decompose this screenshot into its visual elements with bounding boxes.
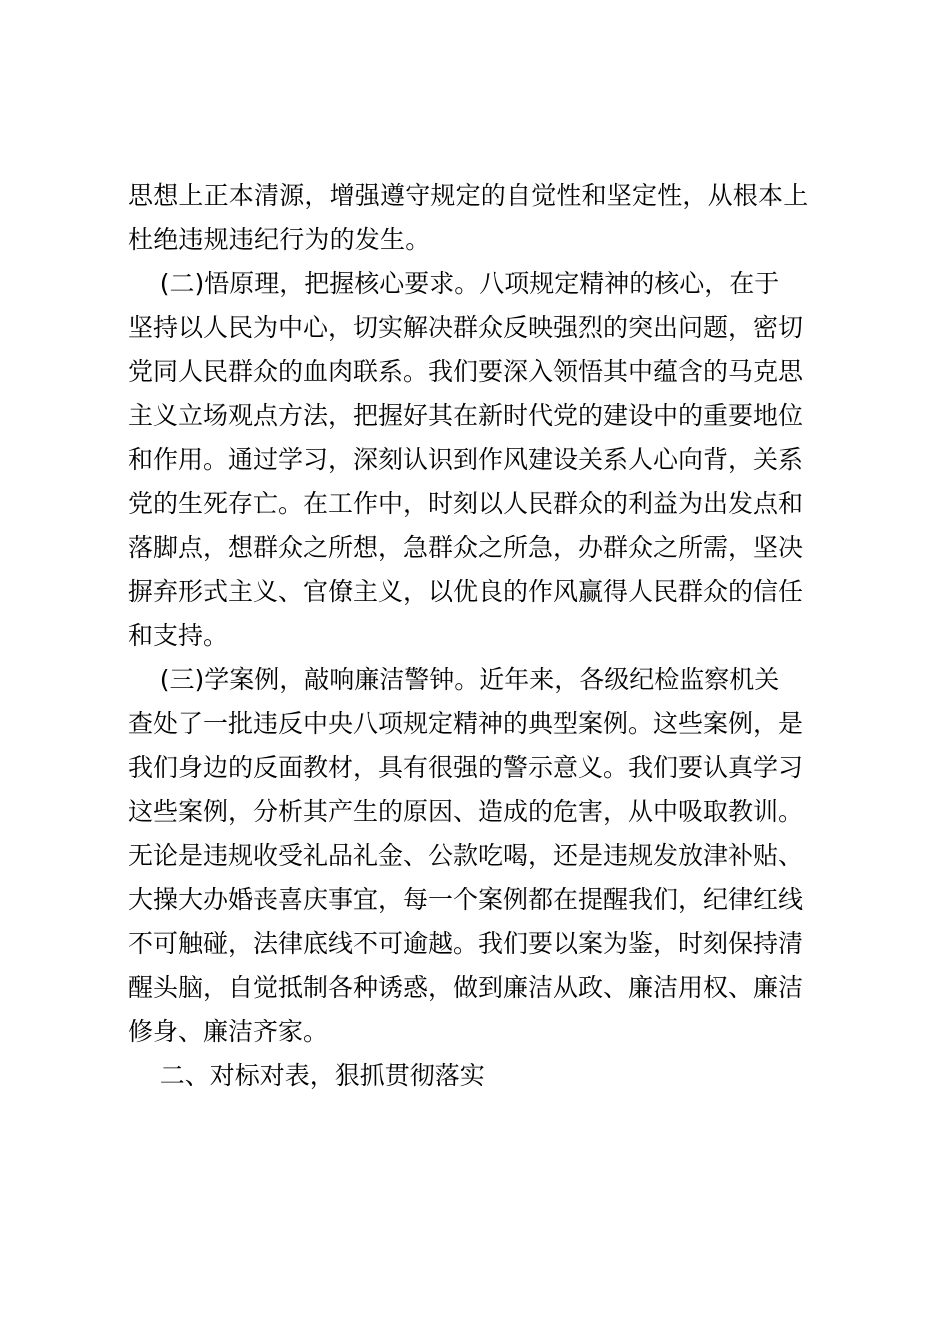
text-line: 无论是违规收受礼品礼金、公款吃喝，还是违规发放津补贴、 [128, 841, 804, 870]
text-line: 思想上正本清源，增强遵守规定的自觉性和坚定性，从根本上 [128, 181, 809, 210]
text-line: 修身、廉洁齐家。 [128, 1017, 329, 1046]
text-line: 和支持。 [128, 621, 229, 650]
text-line: 查处了一批违反中央八项规定精神的典型案例。这些案例，是 [128, 709, 804, 738]
text-line: 坚持以人民为中心，切实解决群众反映强烈的突出问题，密切 [128, 313, 804, 342]
document-body [128, 174, 818, 1098]
text-line: 摒弃形式主义、官僚主义，以优良的作风赢得人民群众的信任 [128, 577, 804, 606]
text-line: 落脚点，想群众之所想，急群众之所急，办群众之所需，坚决 [128, 533, 804, 562]
text-line: 醒头脑，自觉抵制各种诱惑，做到廉洁从政、廉洁用权、廉洁 [128, 973, 804, 1002]
text-line: (三)学案例，敲响廉洁警钟。近年来，各级纪检监察机关 [128, 665, 780, 694]
section-heading: 二、对标对表，狠抓贯彻落实 [128, 1061, 485, 1090]
text-line: 这些案例，分析其产生的原因、造成的危害，从中吸取教训。 [128, 797, 804, 826]
text-line: 不可触碰，法律底线不可逾越。我们要以案为鉴，时刻保持清 [128, 929, 804, 958]
text-line: 大操大办婚丧喜庆事宜，每一个案例都在提醒我们，纪律红线 [128, 885, 804, 914]
text-line: 我们身边的反面教材，具有很强的警示意义。我们要认真学习 [128, 753, 804, 782]
text-line: 党同人民群众的血肉联系。我们要深入领悟其中蕴含的马克思 [128, 357, 804, 386]
text-line: 党的生死存亡。在工作中，时刻以人民群众的利益为出发点和 [128, 489, 804, 518]
text-line: (二)悟原理，把握核心要求。八项规定精神的核心，在于 [128, 269, 780, 298]
text-line: 主义立场观点方法，把握好其在新时代党的建设中的重要地位 [128, 401, 804, 430]
text-line: 杜绝违规违纪行为的发生。 [128, 225, 431, 254]
text-line: 和作用。通过学习，深刻认识到作风建设关系人心向背，关系 [128, 445, 804, 474]
